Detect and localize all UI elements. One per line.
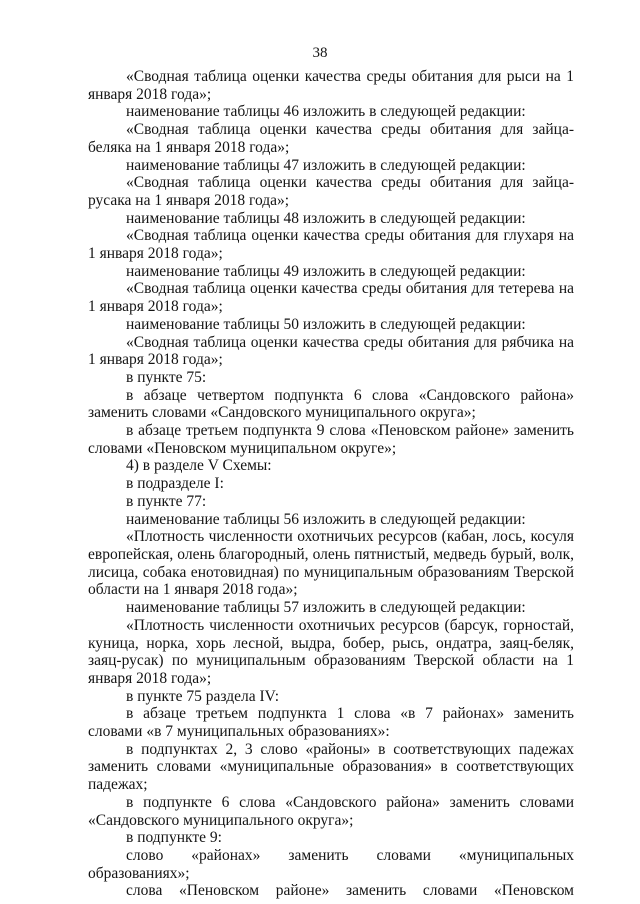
paragraph: «Сводная таблица оценки качества среды обитания для рябчика на 1 января 2018 года»; [88,333,574,369]
document-body [88,68,574,900]
paragraph: наименование таблицы 56 изложить в следующей редакции: [126,510,526,528]
paragraph: «Сводная таблица оценки качества среды обитания для зайца-беляка на 1 января 2018 года»; [88,121,574,156]
paragraph: в пункте 77: [126,492,207,510]
paragraph: слова «Пеновском районе» заменить словами «Пеновском [126,882,574,900]
paragraph: «Плотность численности охотничьих ресурсов (барсук, горностай, куница, норка, хорь лесной, выдра, бобер, рысь, ондатра, заяц-беляк, заяц-русак) по муниципальным образованиям Тверской области на 1 января 2018 года»; [88,616,574,687]
paragraph: «Сводная таблица оценки качества среды обитания для зайца-русака на 1 января 2018 года»; [88,174,574,209]
paragraph: «Сводная таблица оценки качества среды обитания для тетерева на 1 января 2018 года»; [88,280,574,316]
paragraph: «Сводная таблица оценки качества среды обитания для рыси на 1 января 2018 года»; [88,68,574,103]
paragraph: наименование таблицы 48 изложить в следующей редакции: [126,209,526,227]
paragraph: в подпунктах 2, 3 слово «районы» в соответствующих падежах заменить словами «муниципальные образования» в соответствующих падежах; [88,740,574,794]
paragraph: наименование таблицы 46 изложить в следующей редакции: [126,103,526,121]
paragraph: наименование таблицы 47 изложить в следующей редакции: [126,156,526,174]
paragraph: в подразделе I: [126,475,224,493]
paragraph: в пункте 75 раздела IV: [126,687,280,705]
paragraph: наименование таблицы 57 изложить в следующей редакции: [126,599,526,617]
paragraph: «Сводная таблица оценки качества среды обитания для глухаря на 1 января 2018 года»; [88,227,574,263]
paragraph: наименование таблицы 50 изложить в следующей редакции: [126,315,526,333]
paragraph: наименование таблицы 49 изложить в следующей редакции: [126,262,526,280]
paragraph: в абзаце четвертом подпункта 6 слова «Сандовского района» заменить словами «Сандовского муниципального округа»; [88,386,574,422]
paragraph: в абзаце третьем подпункта 1 слова «в 7 районах» заменить словами «в 7 муниципальных образованиях»: [88,705,574,741]
paragraph: в подпункте 6 слова «Сандовского района» заменить словами «Сандовского муниципального округа»; [88,793,574,829]
paragraph: «Плотность численности охотничьих ресурсов (кабан, лось, косуля европейская, олень благородный, олень пятнистый, медведь бурый, волк, лисица, собака енотовидная) по муниципальным образованиям Тверской области на 1 января 2018 года»; [88,528,574,599]
paragraph: в подпункте 9: [126,829,222,847]
paragraph: 4) в разделе V Схемы: [126,457,272,475]
paragraph: слово «районах» заменить словами «муниципальных образованиях»; [88,846,574,882]
paragraph: в абзаце третьем подпункта 9 слова «Пеновском районе» заменить словами «Пеновском муниципальном округе»; [88,422,574,457]
paragraph: в пункте 75: [126,368,207,386]
page-number: 38 [312,45,328,61]
